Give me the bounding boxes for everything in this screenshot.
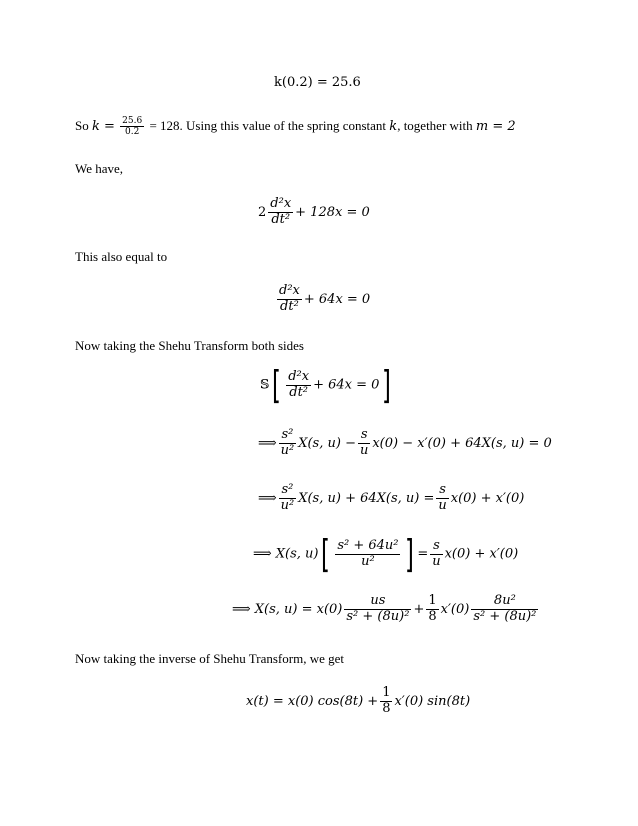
fraction-s2-u2 bbox=[279, 483, 297, 514]
derivative-numerator: d²x bbox=[270, 196, 292, 211]
fraction-numerator: s² bbox=[279, 428, 297, 444]
fraction-denominator: u bbox=[359, 442, 369, 458]
derivative-numerator: d²x bbox=[279, 283, 300, 298]
derivative-numerator: d²x bbox=[288, 368, 310, 384]
equation-remainder: + 128x = 0 bbox=[295, 204, 370, 220]
equation-lhs: ⟹ X(s, u) = x(0) bbox=[232, 601, 343, 617]
fraction-denominator: u bbox=[432, 553, 441, 569]
equation-ode-1 bbox=[258, 197, 370, 228]
fraction-s-u bbox=[430, 539, 442, 570]
coefficient: 2 bbox=[258, 204, 267, 220]
fraction-one-eighth bbox=[380, 686, 392, 717]
fraction-numerator: s² bbox=[279, 483, 297, 499]
fraction-numerator: 25.6 bbox=[122, 116, 143, 126]
equation-remainder: x(0) − x′(0) + 64X(s, u) = 0 bbox=[372, 435, 552, 451]
paragraph-shehu-transform: Now taking the Shehu Transform both sides bbox=[75, 338, 304, 353]
together-with-text: , together with bbox=[397, 117, 473, 133]
shehu-symbol: 𝕊 bbox=[260, 377, 270, 393]
fraction-numerator: s bbox=[430, 539, 442, 555]
fraction-s-u bbox=[436, 483, 448, 514]
mass-value: m = 2 bbox=[475, 118, 516, 134]
right-bracket: ] bbox=[382, 363, 392, 407]
fraction-denominator: s² + (8u)² bbox=[346, 608, 410, 624]
fraction-numerator: 8u² bbox=[471, 594, 538, 610]
equation-shehu-applied bbox=[260, 363, 394, 407]
derivative-denominator: dt² bbox=[271, 211, 291, 227]
left-bracket: [ bbox=[321, 532, 331, 576]
fraction-numerator: s² + 64u² bbox=[337, 537, 399, 553]
fraction-numerator: 1 bbox=[382, 685, 391, 700]
equation-middle: X(s, u) + 64X(s, u) = bbox=[298, 490, 435, 506]
so-prefix: So bbox=[75, 117, 89, 133]
fraction-numerator: s bbox=[436, 483, 448, 499]
fraction-bracketed bbox=[335, 539, 400, 570]
fraction-numerator: us bbox=[344, 594, 411, 610]
equation-remainder: x′(0) sin(8t) bbox=[394, 693, 471, 709]
equation-lhs: x(t) = x(0) cos(8t) + bbox=[246, 693, 379, 709]
paragraph-we-have: We have, bbox=[75, 161, 124, 176]
spring-constant-text: = 128. Using this value of the spring constant bbox=[149, 117, 387, 133]
implies-arrow: ⟹ bbox=[258, 490, 277, 506]
implies-arrow: ⟹ bbox=[258, 435, 277, 451]
derivative-denominator: dt² bbox=[289, 384, 309, 400]
fraction-denominator: s² + (8u)² bbox=[473, 608, 537, 624]
k-symbol-2: k bbox=[389, 118, 398, 134]
equation-step-3 bbox=[253, 532, 519, 576]
equals-sign: = bbox=[417, 546, 429, 562]
fraction-denominator: 8 bbox=[382, 700, 391, 716]
equation-text: k(0.2) = 25.6 bbox=[274, 75, 361, 90]
second-derivative bbox=[286, 370, 311, 401]
equation-remainder: + 64x = 0 bbox=[303, 291, 371, 307]
equation-lhs: ⟹ X(s, u) bbox=[253, 546, 319, 562]
equation-middle: x′(0) bbox=[440, 601, 470, 617]
fraction-denominator: u bbox=[438, 497, 447, 513]
fraction-8u2 bbox=[471, 594, 538, 625]
equation-step-2 bbox=[258, 483, 524, 514]
left-bracket: [ bbox=[272, 363, 282, 407]
equation-middle: X(s, u) − bbox=[298, 435, 356, 451]
fraction-numerator: 1 bbox=[428, 593, 437, 608]
paragraph-inverse-transform: Now taking the inverse of Shehu Transform, we get bbox=[75, 651, 344, 666]
fraction-denominator: u² bbox=[280, 497, 295, 513]
fraction-us bbox=[344, 594, 411, 625]
paragraph-spring-constant bbox=[75, 116, 516, 138]
second-derivative bbox=[268, 197, 293, 228]
k-symbol: k = bbox=[91, 118, 115, 134]
equation-remainder: x(0) + x′(0) bbox=[444, 546, 519, 562]
fraction-numerator: s bbox=[358, 428, 370, 444]
fraction-s2-u2 bbox=[279, 428, 297, 459]
paragraph-also-equal: This also equal to bbox=[75, 249, 168, 264]
fraction-one-eighth bbox=[426, 594, 438, 625]
second-derivative bbox=[277, 284, 302, 315]
fraction-k bbox=[120, 116, 144, 138]
fraction-denominator: 0.2 bbox=[125, 127, 140, 138]
equation-step-4 bbox=[232, 594, 540, 625]
equation-remainder: x(0) + x′(0) bbox=[450, 490, 525, 506]
equation-step-1 bbox=[258, 428, 552, 459]
derivative-denominator: dt² bbox=[280, 298, 299, 314]
equation-solution bbox=[246, 686, 470, 717]
right-bracket: ] bbox=[405, 532, 415, 576]
equation-ode-2 bbox=[275, 284, 370, 315]
equation-k-value bbox=[274, 75, 361, 90]
fraction-denominator: 8 bbox=[428, 608, 437, 624]
equation-remainder: + 64x = 0 bbox=[313, 377, 380, 393]
fraction-denominator: u² bbox=[280, 442, 295, 458]
plus-sign: + bbox=[413, 601, 425, 617]
fraction-s-u bbox=[358, 428, 370, 459]
fraction-denominator: u² bbox=[361, 553, 375, 569]
